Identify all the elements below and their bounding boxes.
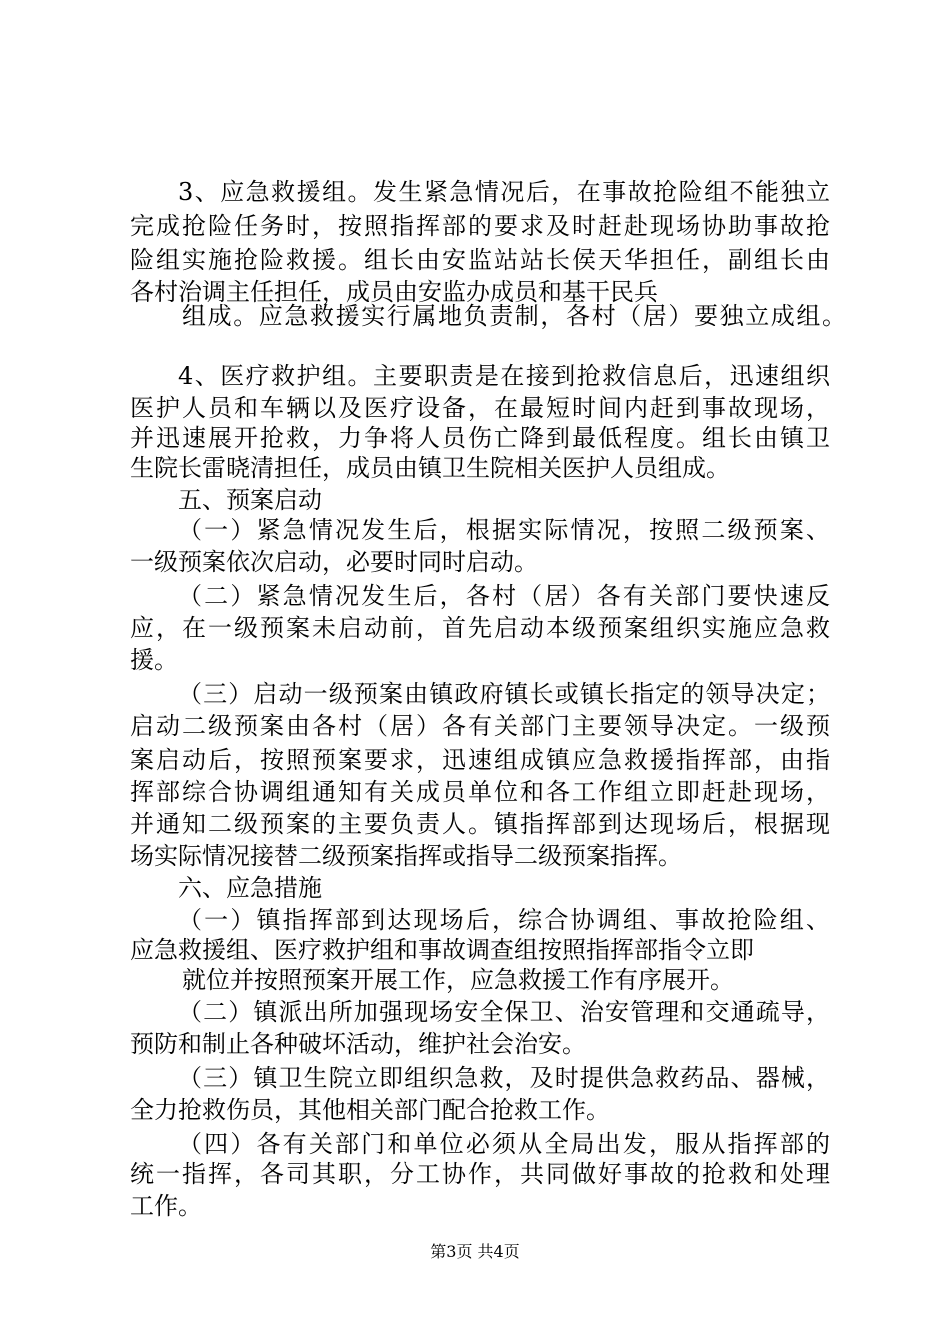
text-line: 工作。	[130, 1192, 202, 1220]
text-line: 各村治调主任担任，成员由安监办成员和基干民兵	[130, 278, 658, 306]
text-line: 一级预案依次启动，必要时同时启动。	[130, 548, 538, 576]
text-line: 预防和制止各种破坏活动，维护社会治安。	[130, 1030, 586, 1058]
text-line: 全力抢救伤员，其他相关部门配合抢救工作。	[130, 1096, 610, 1124]
text-line: （一）镇指挥部到达现场后，综合协调组、事故抢险组、	[178, 906, 830, 934]
text-line: 应急救援组、医疗救护组和事故调查组按照指挥部指令立即	[130, 936, 754, 964]
text-line: （二）紧急情况发生后，各村（居）各有关部门要快速反	[178, 582, 830, 610]
text-line: （二）镇派出所加强现场安全保卫、治安管理和交通疏导，	[178, 998, 830, 1026]
text-line: 医护人员和车辆以及医疗设备，在最短时间内赶到事故现场，	[130, 394, 830, 422]
text-line: 3、应急救援组。发生紧急情况后，在事故抢险组不能独立	[178, 178, 830, 206]
page-number-footer: 第3页 共4页	[430, 1242, 520, 1261]
text-line: 启动二级预案由各村（居）各有关部门主要领导决定。一级预	[130, 712, 830, 740]
text-line: 险组实施抢险救援。组长由安监站站长侯天华担任，副组长由	[130, 246, 830, 274]
text-line: 应，在一级预案未启动前，首先启动本级预案组织实施应急救	[130, 614, 830, 642]
text-line: 并通知二级预案的主要负责人。镇指挥部到达现场后，根据现	[130, 810, 830, 838]
text-line: 完成抢险任务时，按照指挥部的要求及时赶赴现场协助事故抢	[130, 212, 830, 240]
text-line: 生院长雷晓清担任，成员由镇卫生院相关医护人员组成。	[130, 454, 730, 482]
text-line: 就位并按照预案开展工作，应急救援工作有序展开。	[182, 966, 734, 994]
text-line: （四）各有关部门和单位必须从全局出发，服从指挥部的	[178, 1130, 830, 1158]
text-line: （三）启动一级预案由镇政府镇长或镇长指定的领导决定；	[178, 680, 830, 708]
text-line: 场实际情况接替二级预案指挥或指导二级预案指挥。	[130, 842, 682, 870]
section-heading: 五、预案启动	[178, 486, 322, 514]
text-line: 统一指挥，各司其职，分工协作，共同做好事故的抢救和处理	[130, 1160, 830, 1188]
text-line: 案启动后，按照预案要求，迅速组成镇应急救援指挥部，由指	[130, 746, 830, 774]
text-line: 援。	[130, 646, 178, 674]
section-heading: 六、应急措施	[178, 874, 322, 902]
text-line: 4、医疗救护组。主要职责是在接到抢救信息后，迅速组织	[178, 362, 830, 390]
text-line: 并迅速展开抢救，力争将人员伤亡降到最低程度。组长由镇卫	[130, 424, 830, 452]
text-line: （一）紧急情况发生后，根据实际情况，按照二级预案、	[178, 516, 830, 544]
text-line: 组成。应急救援实行属地负责制，各村（居）要独立成组。	[182, 302, 846, 330]
text-line: 挥部综合协调组通知有关成员单位和各工作组立即赶赴现场，	[130, 778, 830, 806]
text-line: （三）镇卫生院立即组织急救，及时提供急救药品、器械，	[178, 1064, 830, 1092]
